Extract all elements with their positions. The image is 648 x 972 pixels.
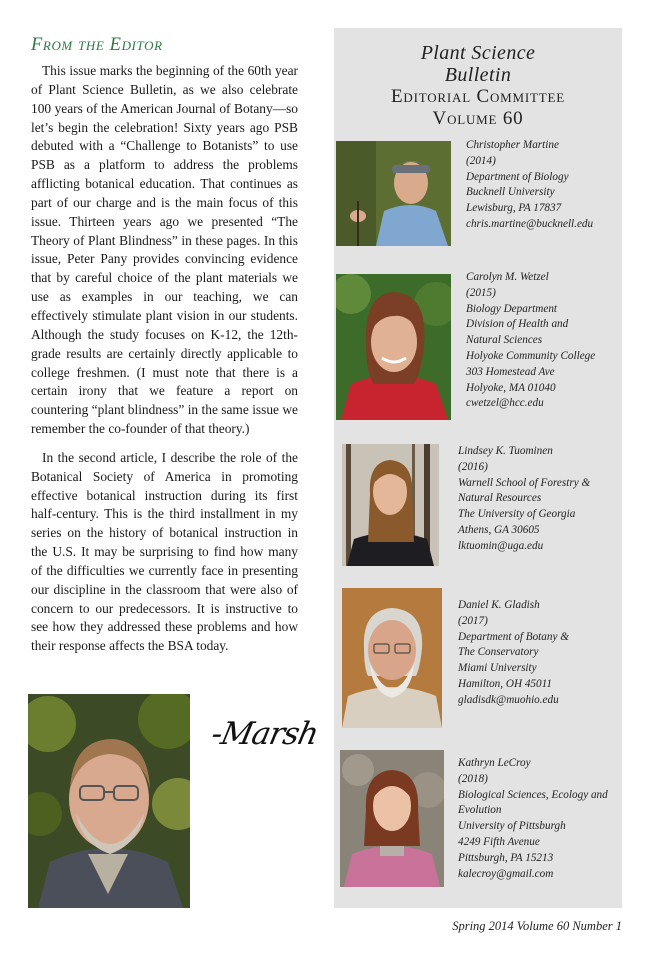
- committee-title-line-3: Editorial Committee: [391, 86, 565, 107]
- member-info-line: chris.martine@bucknell.edu: [466, 217, 594, 230]
- member-info-line: 303 Homestead Ave: [466, 365, 555, 378]
- editor-paragraph-2: In the second article, I describe the role of the Botanical Society of America in promoting effective botanical instruction during its first half-century. This is the third installment in my series on the history of botanical instruction in the U.S. It may be surprising to find how many of the difficulties we currently face in presenting our discipline in the classroom that were also of concern to our predecessors. It is instructive to see how they addressed these problems and how their response affects the BSA today.: [31, 449, 298, 654]
- member-info-line: University of Pittsburgh: [458, 820, 566, 833]
- member-info-line: (2014): [466, 154, 496, 167]
- member-info-line: 4249 Fifth Avenue: [458, 835, 540, 848]
- editor-text: [31, 62, 298, 666]
- member-info-line: Bucknell University: [466, 186, 555, 199]
- editor-signature: -Marsh: [208, 716, 322, 752]
- editorial-committee-panel: [334, 28, 622, 908]
- committee-title-line-1: Plant Science: [420, 42, 536, 64]
- member-info-line: Natural Resources: [458, 492, 542, 505]
- member-info-line: Department of Botany &: [458, 630, 569, 643]
- member-info-line: Miami University: [458, 662, 537, 675]
- member-info-line: Lindsey K. Tuominen: [458, 445, 553, 457]
- member-info-line: lktuomin@uga.edu: [458, 539, 544, 552]
- member-info-line: Holyoke, MA 01040: [466, 381, 556, 394]
- member-info-line: Lewisburg, PA 17837: [466, 202, 562, 215]
- member-info-line: The University of Georgia: [458, 508, 576, 521]
- member-info-line: Hamilton, OH 45011: [458, 677, 552, 690]
- member-info-line: Kathryn LeCroy: [458, 757, 531, 769]
- issue-footer: Spring 2014 Volume 60 Number 1: [452, 919, 622, 933]
- member-photo-wetzel: [336, 274, 451, 420]
- member-info-line: gladisdk@muohio.edu: [458, 693, 559, 706]
- member-info-line: Christopher Martine: [466, 139, 559, 151]
- member-info-line: Warnell School of Forestry &: [458, 476, 591, 489]
- member-info-line: Biology Department: [466, 302, 558, 315]
- member-info-line: (2015): [466, 286, 496, 299]
- member-info-line: (2017): [458, 614, 488, 627]
- editor-photo: [28, 694, 190, 908]
- committee-title-line-2: Bulletin: [444, 64, 512, 86]
- editor-paragraph-1: This issue marks the beginning of the 60th year of Plant Science Bulletin, as we also celebrate 100 years of the American Journal of Botany—so let’s begin the celebration! Sixty years ago PSB debuted with a “Challenge to Botanists” to use PSB as a platform to address the problems afflicting botanical education. That continues as part of our charge and is the main focus of this issue. Thirteen years ago we presented “The Theory of Plant Blindness” in these pages. In this issue, Peter Pany provides convincing evidence that by careful choice of the plant materials we use as examples in our teaching, we can effectively stimulate plant vision in our students. Although the study focuses on K-12, the 12th-grade results are certainly directly applicable to college freshmen. (I must note that there is a certain irony that we feature a report on countering “plant blindness” in the same issue we remember the co-founder of that theory.): [31, 63, 298, 437]
- member-info-wetzel: [466, 270, 626, 412]
- member-info-tuominen: [458, 444, 618, 555]
- member-photo-martine: [336, 141, 451, 246]
- member-info-line: Carolyn M. Wetzel: [466, 271, 549, 283]
- member-info-gladish: [458, 598, 618, 709]
- editor-heading: From the Editor: [31, 35, 163, 55]
- committee-title-line-4: Volume 60: [432, 108, 524, 129]
- member-info-line: Natural Sciences: [466, 334, 543, 347]
- member-info-martine: [466, 138, 626, 233]
- member-info-line: Holyoke Community College: [466, 349, 596, 362]
- member-photo-lecroy: [340, 750, 444, 887]
- member-info-line: Pittsburgh, PA 15213: [458, 851, 554, 864]
- member-info-line: Biological Sciences, Ecology and: [458, 788, 608, 801]
- member-info-line: (2016): [458, 460, 488, 473]
- member-info-line: Department of Biology: [466, 170, 569, 183]
- member-info-line: Evolution: [458, 804, 502, 817]
- member-info-line: (2018): [458, 772, 488, 785]
- member-info-line: kalecroy@gmail.com: [458, 867, 554, 880]
- member-info-line: cwetzel@hcc.edu: [466, 397, 544, 410]
- committee-title: [334, 42, 622, 130]
- member-photo-gladish: [342, 588, 442, 728]
- member-info-line: Division of Health and: [466, 318, 569, 331]
- member-photo-tuominen: [342, 444, 439, 566]
- member-info-line: The Conservatory: [458, 646, 539, 659]
- member-info-lecroy: [458, 756, 618, 882]
- member-info-line: Athens, GA 30605: [458, 523, 540, 536]
- member-info-line: Daniel K. Gladish: [458, 599, 540, 611]
